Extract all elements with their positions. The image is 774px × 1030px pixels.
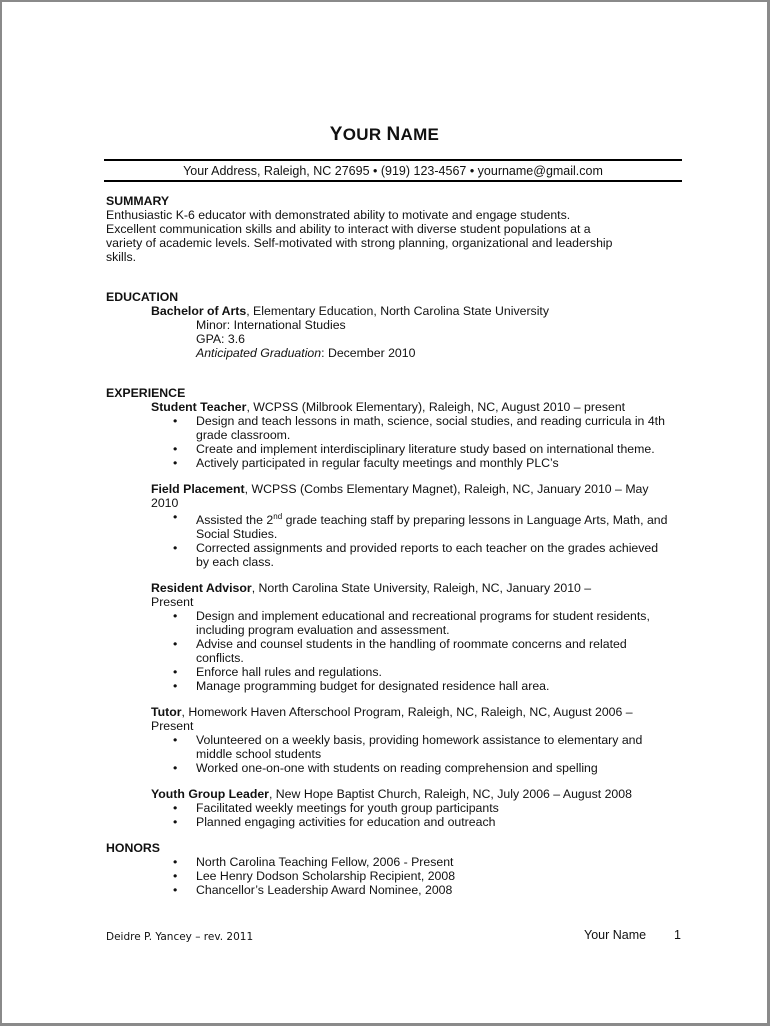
gpa-line: GPA: 3.6 (196, 332, 245, 346)
bullet-item: • Enforce hall rules and regulations. (173, 665, 382, 680)
job-details: , Homework Haven Afterschool Program, Raleigh, NC, Raleigh, NC, August 2006 – (181, 705, 633, 720)
job-title: Field Placement (151, 482, 245, 496)
job-entry (151, 400, 686, 470)
job-details-cont: Present (151, 595, 194, 610)
bullet-item: • Actively participated in regular faculty meetings and monthly PLC’s (173, 456, 559, 470)
job-details: , North Carolina State University, Raleigh, NC, January 2010 – (251, 581, 592, 596)
job-details: , WCPSS (Combs Elementary Magnet), Raleigh, NC, January 2010 – May (244, 482, 649, 496)
degree-details: , Elementary Education, North Carolina State University (246, 304, 549, 318)
job-title-line (151, 482, 686, 496)
job-title-line (151, 400, 686, 414)
job-entry (151, 482, 686, 569)
bullet-item: • Planned engaging activities for education and outreach (173, 815, 496, 830)
bullet-item: • Assisted the 2nd grade teaching staff by preparing lessons in Language Arts, Math, and (173, 510, 668, 528)
honors-heading: HONORS (106, 841, 160, 856)
graduation-value: : December 2010 (321, 346, 416, 360)
job-title: Resident Advisor (151, 581, 252, 596)
bullet-continuation: middle school students (196, 747, 322, 762)
education-heading: EDUCATION (106, 290, 179, 304)
bullet-item: • Worked one-on-one with students on reading comprehension and spelling (173, 761, 598, 776)
footer-name: Your Name (584, 928, 647, 942)
experience-section (106, 386, 686, 829)
job-entry (151, 581, 686, 693)
graduation-line (196, 346, 686, 360)
bullet-item: • Advise and counsel students in the handling of roommate concerns and related (173, 637, 627, 652)
contact-line: Your Address, Raleigh, NC 27695 • (919) 123-4567 • yourname@gmail.com (183, 164, 603, 178)
footer-author: Deidre P. Yancey – rev. 2011 (106, 931, 254, 943)
bullet-continuation: grade classroom. (196, 428, 291, 442)
degree-title: Bachelor of Arts (151, 304, 247, 318)
graduation-label: Anticipated Graduation (196, 346, 322, 360)
summary-heading: SUMMARY (106, 194, 170, 208)
summary-section (106, 194, 686, 264)
job-title: Youth Group Leader (151, 787, 269, 802)
honors-list (151, 855, 686, 897)
job-title-line (151, 705, 686, 719)
job-entry (151, 787, 686, 829)
bullet-item: • Manage programming budget for designated residence hall area. (173, 679, 550, 694)
resume-name (2, 124, 767, 146)
name-rest-first: OUR (342, 125, 387, 144)
bullet-item: • Design and implement educational and recreational programs for student residents, (173, 609, 650, 624)
job-title-line (151, 787, 686, 801)
bullet-item: • Corrected assignments and provided reports to each teacher on the grades achieved (173, 541, 659, 556)
bullet-item: • Create and implement interdisciplinary literature study based on international theme. (173, 442, 655, 456)
honor-item: • North Carolina Teaching Fellow, 2006 - Present (173, 855, 454, 870)
job-bullets (151, 414, 686, 470)
honors-section (106, 841, 686, 897)
resume-body (106, 194, 686, 897)
job-bullets (151, 801, 686, 829)
job-bullets (151, 510, 686, 569)
summary-line: variety of academic levels. Self-motivated with strong planning, organizational and leadership (106, 236, 613, 250)
summary-line: skills. (106, 250, 137, 264)
minor-line: Minor: International Studies (196, 318, 346, 332)
job-title: Tutor (151, 705, 182, 720)
job-details-cont: 2010 (151, 496, 179, 510)
education-section (106, 290, 686, 360)
job-title: Student Teacher (151, 400, 247, 414)
job-details-cont: Present (151, 719, 194, 734)
bullet-continuation: by each class. (196, 555, 274, 570)
header-rule-bottom (104, 180, 682, 182)
bullet-continuation: Social Studies. (196, 527, 278, 542)
summary-line: Enthusiastic K-6 educator with demonstrated ability to motivate and engage students. (106, 208, 571, 222)
job-bullets (151, 609, 686, 693)
honor-item: • Chancellor’s Leadership Award Nominee, 2008 (173, 883, 453, 898)
job-entry (151, 705, 686, 775)
job-details: , WCPSS (Milbrook Elementary), Raleigh, NC, August 2010 – present (246, 400, 626, 414)
page-number: 1 (674, 928, 681, 942)
name-initial-first: Y (329, 124, 343, 145)
job-title-line (151, 581, 686, 595)
job-details: , New Hope Baptist Church, Raleigh, NC, July 2006 – August 2008 (268, 787, 632, 802)
bullet-continuation: conflicts. (196, 651, 244, 666)
summary-line: Excellent communication skills and ability to interact with diverse student populations at a (106, 222, 591, 236)
bullet-continuation: including program evaluation and assessment. (196, 623, 450, 638)
bullet-item: • Volunteered on a weekly basis, providing homework assistance to elementary and (173, 733, 643, 748)
experience-heading: EXPERIENCE (106, 386, 186, 400)
header-rule-top (104, 159, 682, 161)
name-rest-last: AME (400, 125, 440, 144)
job-bullets (151, 733, 686, 775)
name-initial-last: N (386, 124, 401, 145)
bullet-item: • Design and teach lessons in math, science, social studies, and reading curricula in 4th (173, 414, 665, 428)
honor-item: • Lee Henry Dodson Scholarship Recipient, 2008 (173, 869, 456, 884)
bullet-item: • Facilitated weekly meetings for youth group participants (173, 801, 499, 816)
degree-line (151, 304, 686, 318)
